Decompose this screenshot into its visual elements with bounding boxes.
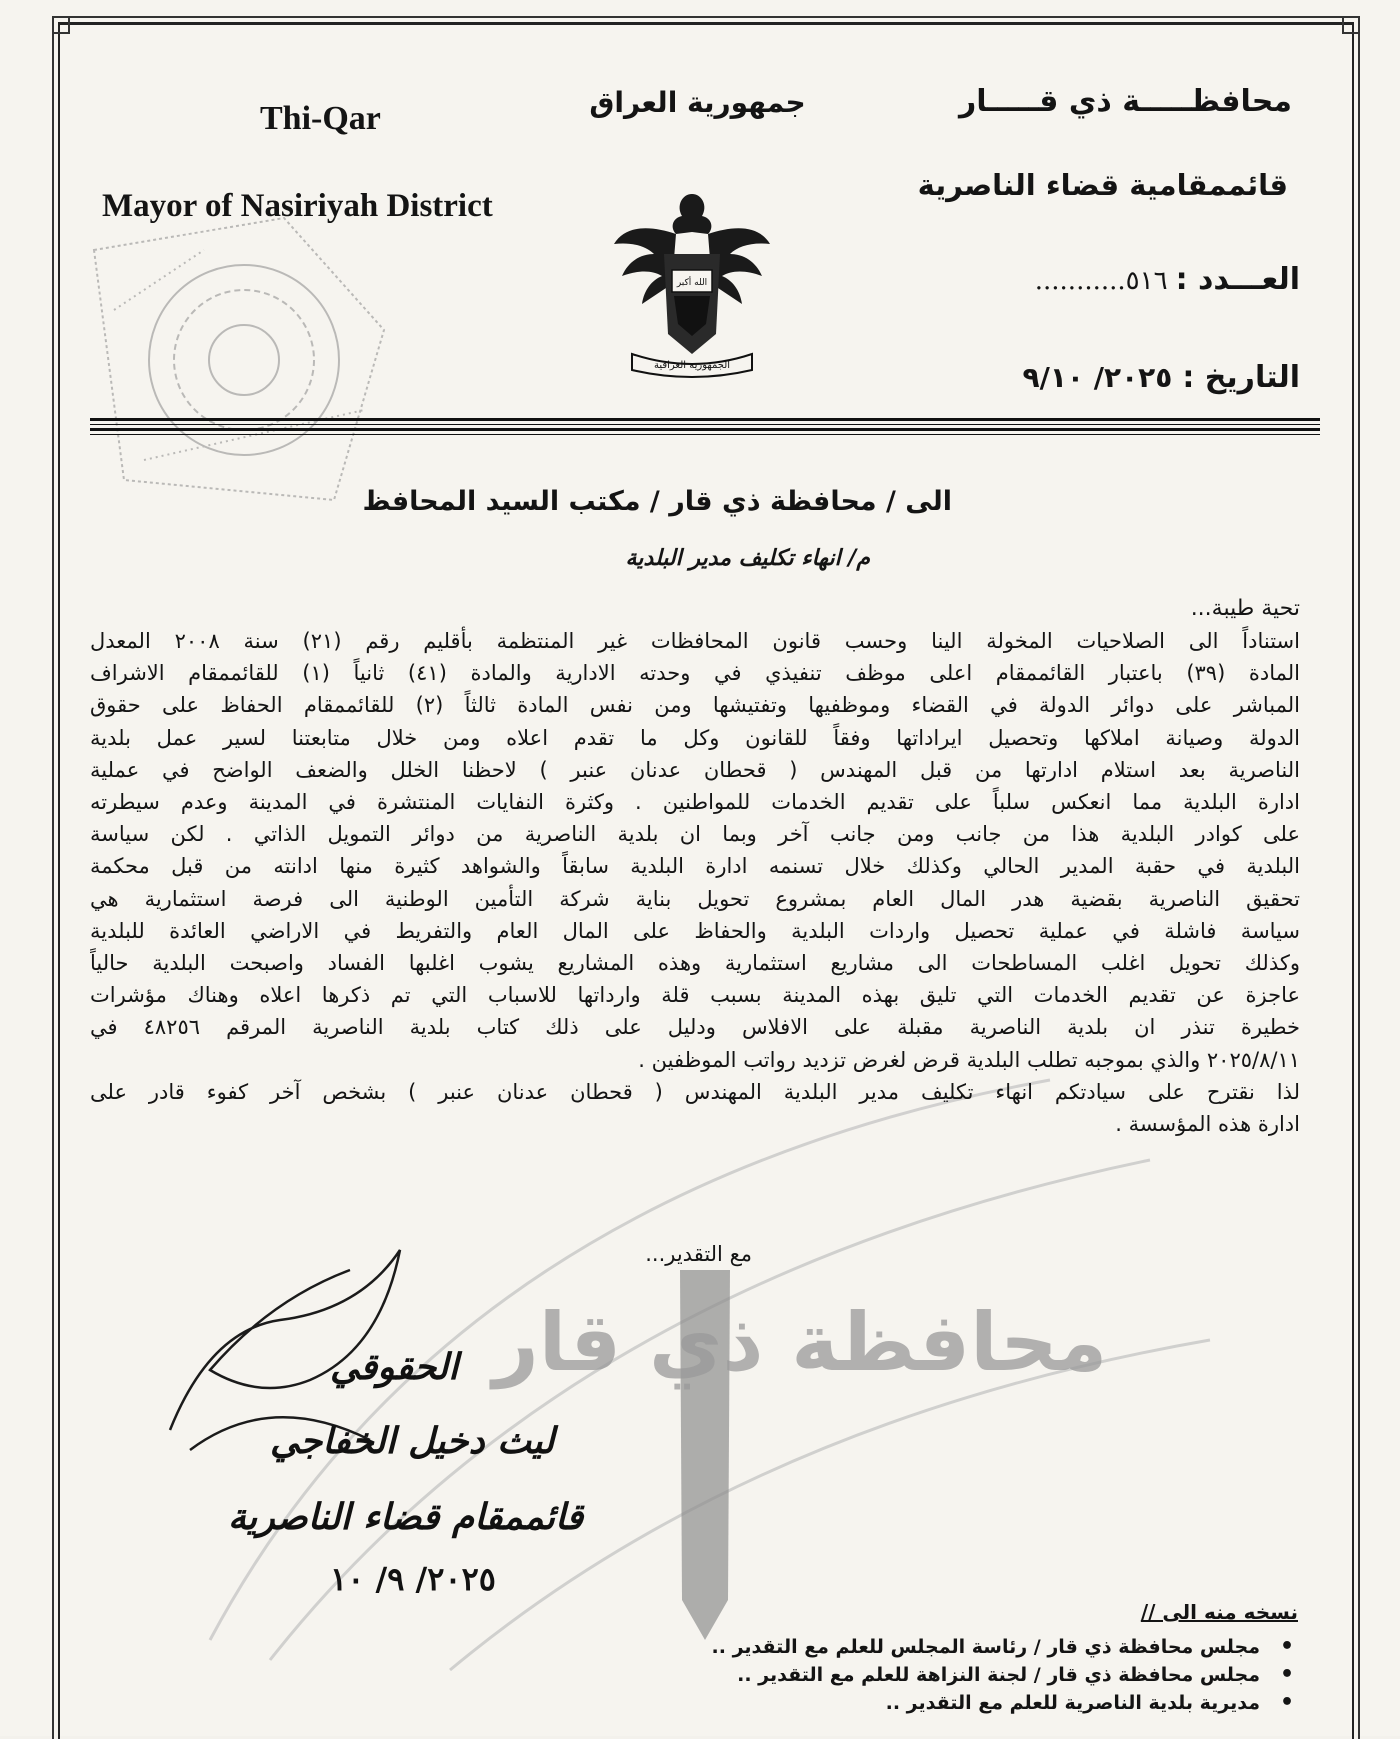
body-line: البلدية في حقبة المدير الحالي وكذلك خلال تسنمه ادارة البلدية سابقاً والشواهد كثيرة منها ادانته من قبل محكمة	[90, 854, 1300, 879]
body-line: المادة (٣٩) باعتبار القائممقام اعلى موظف تنفيذي في وحدته الادارية والمادة (٤١) ثانياً (١) للقائممقام الاشراف	[90, 661, 1300, 686]
thiqar-english-title: Thi-Qar	[260, 100, 381, 137]
body-line: ٢٠٢٥/٨/١١ والذي بموجبه تطلب البلدية قرض لغرض تزديد رواتب الموظفين .	[638, 1047, 1300, 1072]
proposal-line: ادارة هذه المؤسسة .	[1115, 1112, 1300, 1137]
letter-body	[90, 625, 1300, 1140]
cc-item: • مجلس محافظة ذي قار / لجنة النزاهة للعلم مع التقدير ..	[712, 1664, 1300, 1686]
body-line: سياسة فاشلة في عملية تحصيل واردات البلدية والحفاظ على المال العام والتفريط في الاراضي العائدة للبلدية	[90, 918, 1300, 943]
frame-corner-mark	[1342, 16, 1360, 34]
body-line: عاجزة عن تقديم الخدمات التي تليق بهذه المدينة بسبب قلة وارداتها للاسباب التي تم ذكرها اعلاه وهناك مؤشرات	[90, 983, 1300, 1008]
header-divider-line	[90, 418, 1320, 421]
body-line: وكذلك تحويل اغلب المساطحات الى مشاريع استثمارية وهذه المشاريع يشوب اغلبها الفساد واصبحت البلدية حالياً	[90, 951, 1300, 976]
emblem-inscription: الله أكبر	[676, 278, 708, 288]
body-line: المباشر على دوائر الدولة في القضاء وموظفيها وتفتيشها ومن نفس المادة ثالثاً (٢) للقائممقام الحفاظ على حقوق	[90, 693, 1300, 718]
office-title: قائممقامية قضاء الناصرية	[917, 168, 1288, 202]
signature-title-prefix: الحقوقي	[330, 1346, 459, 1388]
frame-corner-mark	[52, 16, 70, 34]
body-line: تحقيق الناصرية بقضية هدر المال العام بمشروع تحويل بناية شركة التأمين الوطنية الى فرصة استثمارية هي	[90, 886, 1300, 911]
body-line: استناداً الى الصلاحيات المخولة الينا وحسب قانون المحافظات غير المنتظمة بأقليم رقم (٢١) سنة ٢٠٠٨ المعدل	[90, 629, 1300, 653]
body-line: خطيرة تنذر ان بلدية الناصرية مقبلة على الافلاس ودليل على ذلك كتاب بلدية الناصرية المرقم ٤٨٢٥٦ في	[90, 1015, 1300, 1040]
emblem-banner: الجمهورية العراقية	[653, 360, 731, 371]
body-line: على كوادر البلدية هذا من جانب ومن جانب آخر وبما ان بلدية الناصرية من دوائر التمويل الذاتي . لكن سياسة	[90, 822, 1300, 847]
iraq-coat-of-arms-icon	[612, 184, 772, 384]
body-line: الدولة وصيانة املاكها وتحصيل ايراداتها وفقاً للقانون وكل ما تقدم اعلاه ومن خلال متابعتنا لسير عمل بلدية	[90, 725, 1300, 750]
reference-number-row	[1035, 262, 1300, 297]
date-row	[1023, 360, 1301, 395]
date-value: ٢٠٢٥/ ٩/١٠	[1022, 361, 1173, 394]
governorate-title: محافظـــــة ذي قـــــار	[958, 84, 1292, 119]
greeting: تحية طيبة...	[1190, 596, 1300, 621]
recipient-line: الى / محافظة ذي قار / مكتب السيد المحافظ	[362, 486, 952, 517]
reference-number-value: ...........٥١٦	[1034, 266, 1168, 296]
cc-list	[712, 1636, 1300, 1720]
closing-line: مع التقدير...	[645, 1242, 752, 1266]
signature-date: ٢٠٢٥/ ٩/ ١٠	[330, 1560, 496, 1598]
header-divider-line	[90, 428, 1320, 431]
body-line: الناصرية بعد استلام ادارتها من قبل المهندس ( قحطان عدنان عنبر ) لاحظنا الخلل والضعف الواضح في عملية	[90, 757, 1300, 782]
watermark-text: محافظة ذي قار	[492, 1296, 1108, 1389]
reference-number-label: العـــدد :	[1175, 262, 1300, 297]
cc-item: • مديرية بلدية الناصرية للعلم مع التقدير ..	[712, 1692, 1300, 1714]
header-divider-line	[90, 434, 1320, 435]
cc-item: • مجلس محافظة ذي قار / رئاسة المجلس للعلم مع التقدير ..	[712, 1636, 1300, 1658]
header-divider-line	[90, 424, 1320, 425]
mayor-english-title: Mayor of Nasiriyah District	[102, 188, 493, 224]
body-line: ادارة البلدية مما انعكس سلباً على تقديم الخدمات للمواطنين . وكثرة النفايات المنتشرة في المدينة وعدم سيطرته	[90, 790, 1300, 815]
official-stamp-seal	[84, 210, 414, 510]
date-label: التاريخ :	[1182, 360, 1300, 395]
signature-position: قائممقام قضاء الناصرية	[228, 1496, 584, 1538]
cc-heading: نسخه منه الى //	[1140, 1600, 1298, 1624]
signature-name: ليث دخيل الخفاجي	[270, 1420, 555, 1462]
republic-title: جمهورية العراق	[589, 86, 806, 119]
subject-line: م/ انهاء تكليف مدير البلدية	[625, 546, 870, 571]
proposal-line: لذا نقترح على سيادتكم انهاء تكليف مدير البلدية المهندس ( قحطان عدنان عنبر ) بشخص آخر كفوء قادر على	[90, 1079, 1300, 1104]
